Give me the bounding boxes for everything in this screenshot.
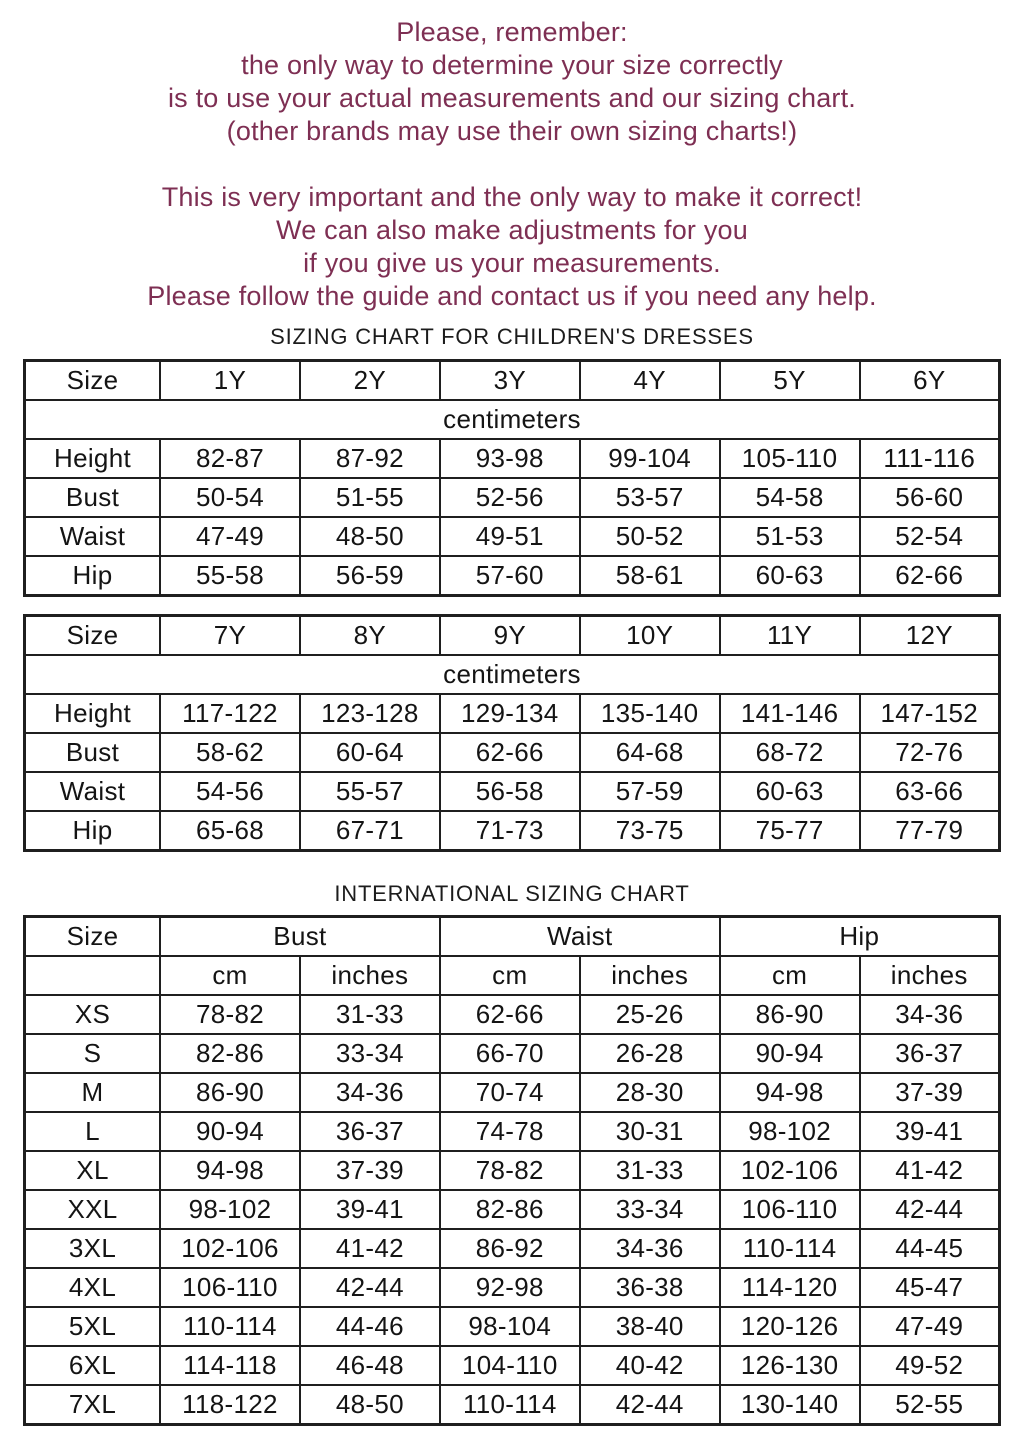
measurement-value: 93-98 <box>440 439 580 478</box>
intl-value-cell: 102-106 <box>720 1151 860 1190</box>
intl-unit-header: inches <box>580 956 720 995</box>
measurement-value: 51-53 <box>720 517 860 556</box>
intl-value-cell: 46-48 <box>300 1346 440 1385</box>
measurement-value: 52-56 <box>440 478 580 517</box>
intl-value-cell: 36-37 <box>300 1112 440 1151</box>
intl-value-cell: 45-47 <box>860 1268 1000 1307</box>
intl-group-header: Hip <box>720 917 1000 957</box>
size-header-cell: 7Y <box>160 616 300 656</box>
intl-value-cell: 28-30 <box>580 1073 720 1112</box>
intl-value-cell: 37-39 <box>860 1073 1000 1112</box>
measurement-value: 129-134 <box>440 694 580 733</box>
unit-cell: centimeters <box>25 400 1000 439</box>
measurement-value: 73-75 <box>580 811 720 851</box>
measurement-value: 117-122 <box>160 694 300 733</box>
measurement-value: 60-64 <box>300 733 440 772</box>
measurement-value: 60-63 <box>720 556 860 596</box>
intl-value-cell: 49-52 <box>860 1346 1000 1385</box>
measurement-value: 68-72 <box>720 733 860 772</box>
international-chart-title: INTERNATIONAL SIZING CHART <box>334 881 690 906</box>
intl-size-header: Size <box>25 917 161 957</box>
intl-value-cell: 42-44 <box>580 1385 720 1425</box>
intl-value-cell: 110-114 <box>440 1385 580 1425</box>
intl-size-row <box>25 1151 1000 1190</box>
intl-value-cell: 126-130 <box>720 1346 860 1385</box>
intl-value-cell: 30-31 <box>580 1112 720 1151</box>
intl-value-cell: 31-33 <box>300 995 440 1034</box>
intl-unit-header: cm <box>440 956 580 995</box>
children-sizing-table-1y-6y <box>23 359 1001 597</box>
intl-value-cell: 110-114 <box>160 1307 300 1346</box>
intro-paragraph-2 <box>23 181 1001 313</box>
measurement-value: 57-60 <box>440 556 580 596</box>
intro-line: if you give us your measurements. <box>303 248 721 278</box>
size-header-cell: 2Y <box>300 361 440 401</box>
intl-value-cell: 98-104 <box>440 1307 580 1346</box>
intro-line: Please follow the guide and contact us if you need any help. <box>147 281 877 311</box>
size-header-cell: 10Y <box>580 616 720 656</box>
intl-header-row <box>25 917 1000 957</box>
intl-unit-header: inches <box>300 956 440 995</box>
size-header-cell: 1Y <box>160 361 300 401</box>
measurement-label: Waist <box>25 517 161 556</box>
measurement-value: 50-52 <box>580 517 720 556</box>
intl-value-cell: 52-55 <box>860 1385 1000 1425</box>
intl-value-cell: 44-45 <box>860 1229 1000 1268</box>
intl-unit-header: cm <box>720 956 860 995</box>
measurement-value: 56-60 <box>860 478 1000 517</box>
measurement-value: 48-50 <box>300 517 440 556</box>
intl-value-cell: 70-74 <box>440 1073 580 1112</box>
intl-value-cell: 104-110 <box>440 1346 580 1385</box>
intl-value-cell: 130-140 <box>720 1385 860 1425</box>
intl-value-cell: 106-110 <box>720 1190 860 1229</box>
intl-size-row <box>25 1385 1000 1425</box>
intl-value-cell: 86-90 <box>160 1073 300 1112</box>
measurement-value: 62-66 <box>860 556 1000 596</box>
intro-line: Please, remember: <box>396 17 628 47</box>
size-header-cell: 8Y <box>300 616 440 656</box>
intro-paragraph-1 <box>23 16 1001 148</box>
size-header-cell: 12Y <box>860 616 1000 656</box>
intl-group-header: Waist <box>440 917 720 957</box>
intl-value-cell: 90-94 <box>720 1034 860 1073</box>
intl-value-cell: 74-78 <box>440 1112 580 1151</box>
measurement-value: 75-77 <box>720 811 860 851</box>
measurement-row <box>25 772 1000 811</box>
intl-value-cell: 33-34 <box>580 1190 720 1229</box>
intl-size-row <box>25 1346 1000 1385</box>
intl-value-cell: 36-38 <box>580 1268 720 1307</box>
measurement-value: 105-110 <box>720 439 860 478</box>
children-sizing-table-7y-12y <box>23 614 1001 852</box>
intl-value-cell: 90-94 <box>160 1112 300 1151</box>
intro-line: the only way to determine your size correctly <box>241 50 783 80</box>
measurement-value: 135-140 <box>580 694 720 733</box>
international-sizing-table <box>23 915 1001 1426</box>
intl-size-cell: XL <box>25 1151 161 1190</box>
intl-value-cell: 39-41 <box>300 1190 440 1229</box>
measurement-label: Hip <box>25 811 161 851</box>
measurement-value: 141-146 <box>720 694 860 733</box>
measurement-value: 56-58 <box>440 772 580 811</box>
measurement-value: 64-68 <box>580 733 720 772</box>
intl-size-row <box>25 1229 1000 1268</box>
tables-gap <box>23 597 1001 614</box>
intl-size-row <box>25 1112 1000 1151</box>
intl-unit-header-row <box>25 956 1000 995</box>
intl-value-cell: 114-118 <box>160 1346 300 1385</box>
measurement-value: 50-54 <box>160 478 300 517</box>
intl-value-cell: 78-82 <box>440 1151 580 1190</box>
measurement-value: 55-57 <box>300 772 440 811</box>
intl-size-row <box>25 1190 1000 1229</box>
intl-value-cell: 41-42 <box>860 1151 1000 1190</box>
intl-size-cell: 5XL <box>25 1307 161 1346</box>
intl-value-cell: 86-90 <box>720 995 860 1034</box>
measurement-label: Height <box>25 439 161 478</box>
intl-value-cell: 42-44 <box>300 1268 440 1307</box>
measurement-row <box>25 517 1000 556</box>
intl-value-cell: 86-92 <box>440 1229 580 1268</box>
measurement-value: 53-57 <box>580 478 720 517</box>
measurement-label: Waist <box>25 772 161 811</box>
intl-value-cell: 110-114 <box>720 1229 860 1268</box>
measurement-row <box>25 733 1000 772</box>
intl-value-cell: 38-40 <box>580 1307 720 1346</box>
measurement-row <box>25 556 1000 596</box>
intl-value-cell: 78-82 <box>160 995 300 1034</box>
intl-value-cell: 39-41 <box>860 1112 1000 1151</box>
intl-size-cell: L <box>25 1112 161 1151</box>
measurement-value: 49-51 <box>440 517 580 556</box>
measurement-value: 147-152 <box>860 694 1000 733</box>
children-chart-title: SIZING CHART FOR CHILDREN'S DRESSES <box>270 324 754 349</box>
intl-value-cell: 106-110 <box>160 1268 300 1307</box>
intl-value-cell: 26-28 <box>580 1034 720 1073</box>
intl-group-header: Bust <box>160 917 440 957</box>
intl-value-cell: 114-120 <box>720 1268 860 1307</box>
measurement-value: 52-54 <box>860 517 1000 556</box>
intl-size-row <box>25 1073 1000 1112</box>
intl-size-cell: 3XL <box>25 1229 161 1268</box>
intl-size-cell: 6XL <box>25 1346 161 1385</box>
unit-cell: centimeters <box>25 655 1000 694</box>
intl-size-cell: M <box>25 1073 161 1112</box>
intl-value-cell: 40-42 <box>580 1346 720 1385</box>
size-header-cell: 6Y <box>860 361 1000 401</box>
measurement-value: 123-128 <box>300 694 440 733</box>
measurement-value: 54-56 <box>160 772 300 811</box>
unit-row <box>25 655 1000 694</box>
intl-value-cell: 34-36 <box>860 995 1000 1034</box>
measurement-value: 82-87 <box>160 439 300 478</box>
size-header-label: Size <box>25 616 161 656</box>
intl-value-cell: 47-49 <box>860 1307 1000 1346</box>
intl-value-cell: 62-66 <box>440 995 580 1034</box>
intl-unit-header: inches <box>860 956 1000 995</box>
intl-value-cell: 34-36 <box>300 1073 440 1112</box>
intl-value-cell: 37-39 <box>300 1151 440 1190</box>
unit-row <box>25 400 1000 439</box>
size-header-cell: 4Y <box>580 361 720 401</box>
intl-size-cell: S <box>25 1034 161 1073</box>
intl-value-cell: 42-44 <box>860 1190 1000 1229</box>
measurement-value: 47-49 <box>160 517 300 556</box>
intl-value-cell: 44-46 <box>300 1307 440 1346</box>
intl-value-cell: 82-86 <box>160 1034 300 1073</box>
measurement-row <box>25 439 1000 478</box>
measurement-value: 77-79 <box>860 811 1000 851</box>
intl-value-cell: 82-86 <box>440 1190 580 1229</box>
measurement-value: 58-61 <box>580 556 720 596</box>
intl-size-row <box>25 1268 1000 1307</box>
measurement-value: 71-73 <box>440 811 580 851</box>
intl-value-cell: 98-102 <box>720 1112 860 1151</box>
measurement-label: Bust <box>25 733 161 772</box>
size-header-cell: 3Y <box>440 361 580 401</box>
measurement-row <box>25 811 1000 851</box>
intl-size-cell: XS <box>25 995 161 1034</box>
intl-value-cell: 118-122 <box>160 1385 300 1425</box>
measurement-value: 63-66 <box>860 772 1000 811</box>
intl-value-cell: 66-70 <box>440 1034 580 1073</box>
intl-value-cell: 102-106 <box>160 1229 300 1268</box>
intl-size-row <box>25 995 1000 1034</box>
measurement-row <box>25 478 1000 517</box>
intro-paragraph-gap <box>23 148 1001 181</box>
intl-value-cell: 94-98 <box>720 1073 860 1112</box>
size-header-row <box>25 361 1000 401</box>
intro-line: This is very important and the only way to make it correct! <box>161 182 863 212</box>
intl-unit-header: cm <box>160 956 300 995</box>
measurement-label: Bust <box>25 478 161 517</box>
intl-value-cell: 31-33 <box>580 1151 720 1190</box>
size-header-label: Size <box>25 361 161 401</box>
intro-line: (other brands may use their own sizing charts!) <box>226 116 798 146</box>
intl-value-cell: 98-102 <box>160 1190 300 1229</box>
measurement-value: 72-76 <box>860 733 1000 772</box>
intl-value-cell: 41-42 <box>300 1229 440 1268</box>
intl-size-row <box>25 1307 1000 1346</box>
intl-value-cell: 33-34 <box>300 1034 440 1073</box>
intro-line: We can also make adjustments for you <box>276 215 748 245</box>
intl-value-cell: 48-50 <box>300 1385 440 1425</box>
measurement-value: 111-116 <box>860 439 1000 478</box>
intl-value-cell: 36-37 <box>860 1034 1000 1073</box>
intl-size-cell: XXL <box>25 1190 161 1229</box>
measurement-value: 55-58 <box>160 556 300 596</box>
intl-value-cell: 25-26 <box>580 995 720 1034</box>
measurement-value: 58-62 <box>160 733 300 772</box>
intl-value-cell: 94-98 <box>160 1151 300 1190</box>
measurement-value: 65-68 <box>160 811 300 851</box>
measurement-value: 60-63 <box>720 772 860 811</box>
size-header-cell: 9Y <box>440 616 580 656</box>
measurement-value: 56-59 <box>300 556 440 596</box>
measurement-value: 54-58 <box>720 478 860 517</box>
intl-value-cell: 92-98 <box>440 1268 580 1307</box>
measurement-value: 51-55 <box>300 478 440 517</box>
measurement-value: 57-59 <box>580 772 720 811</box>
intl-size-cell: 7XL <box>25 1385 161 1425</box>
measurement-value: 67-71 <box>300 811 440 851</box>
intro-text <box>23 16 1001 313</box>
intl-value-cell: 120-126 <box>720 1307 860 1346</box>
measurement-label: Hip <box>25 556 161 596</box>
intl-value-cell: 34-36 <box>580 1229 720 1268</box>
measurement-row <box>25 694 1000 733</box>
intro-line: is to use your actual measurements and our sizing chart. <box>167 83 857 113</box>
size-header-cell: 11Y <box>720 616 860 656</box>
measurement-value: 62-66 <box>440 733 580 772</box>
measurement-label: Height <box>25 694 161 733</box>
size-header-cell: 5Y <box>720 361 860 401</box>
size-header-row <box>25 616 1000 656</box>
intl-size-cell: 4XL <box>25 1268 161 1307</box>
intl-empty-header <box>25 956 161 995</box>
measurement-value: 99-104 <box>580 439 720 478</box>
intl-size-row <box>25 1034 1000 1073</box>
measurement-value: 87-92 <box>300 439 440 478</box>
